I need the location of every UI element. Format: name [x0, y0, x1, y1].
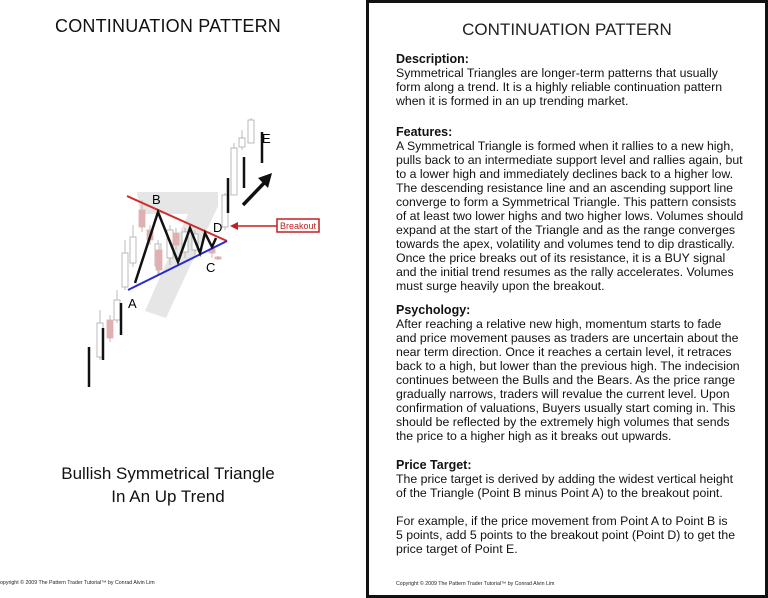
- price-target-heading: Price Target:: [396, 458, 472, 472]
- text-line: near term direction. Once it reaches a certain level, it retraces: [396, 345, 732, 359]
- text-line: of at least two lower highs and two higher lows. Volumes should: [396, 209, 744, 223]
- point-d-label: D: [213, 220, 223, 235]
- psychology-heading: Psychology:: [396, 303, 471, 317]
- text-line: price target of Point E.: [396, 542, 518, 556]
- text-line: Symmetrical Triangles are longer-term patterns that usually: [396, 66, 718, 80]
- candle-body: [114, 300, 120, 320]
- point-e-label: E: [262, 131, 271, 146]
- text-lines: [396, 139, 744, 293]
- candle-body: [130, 237, 136, 263]
- description-heading: Description:: [396, 52, 469, 66]
- text-line: continues between the Bulls and the Bears. As the price range: [396, 373, 736, 387]
- candle-body: [156, 250, 162, 270]
- text-line: converge to form a Symmetrical Triangle. This pattern consists: [396, 195, 737, 209]
- text-line: back to a high, but lower than the previous high. The indecision: [396, 359, 740, 373]
- triangle-pattern-diagram: [0, 0, 340, 400]
- features-section: [396, 125, 744, 293]
- text-line: Once the price breaks out of its resistance, it is a BUY signal: [396, 251, 726, 265]
- text-lines: [396, 66, 741, 108]
- text-line: The descending resistance line and an ascending support line: [396, 181, 734, 195]
- text-line: of the Triangle (Point B minus Point A) to the breakout point.: [396, 486, 723, 500]
- text-lines: [396, 514, 741, 556]
- left-footer: opyright © 2009 The Pattern Trader Tutorial™ by Conrad Alvin Lim: [0, 580, 155, 586]
- text-line: The price target is derived by adding the widest vertical height: [396, 472, 733, 486]
- caption-line-1: Bullish Symmetrical Triangle: [61, 464, 275, 483]
- text-line: and the initial trend resumes as the rally accelerates. Volumes: [396, 265, 734, 279]
- right-footer: Copyright © 2009 The Pattern Trader Tutorial™ by Conrad Alvin Lim: [396, 581, 555, 587]
- watermark-seven-shape: [137, 192, 218, 318]
- text-line: pulls back to an intermediate support level and rallies again, but: [396, 153, 743, 167]
- text-line: and price movement pauses as traders are uncertain about the: [396, 331, 739, 345]
- text-line: should be reflected by the extremely high volumes that sends: [396, 415, 730, 429]
- caption-line-2: In An Up Trend: [111, 487, 225, 506]
- text-lines: [396, 472, 741, 500]
- text-line: gradually narrows, traders will revalue the current level. Upon: [396, 387, 730, 401]
- text-line: After reaching a relative new high, momentum starts to fade: [396, 317, 722, 331]
- text-line: to a lower high and immediately declines back to a higher low.: [396, 167, 733, 181]
- right-page: [366, 0, 768, 598]
- candle-body: [239, 138, 245, 147]
- candle-body: [122, 253, 128, 287]
- left-page-title: CONTINUATION PATTERN: [55, 16, 281, 36]
- candle-body: [215, 257, 221, 259]
- price-target-section: [396, 458, 741, 556]
- point-b-label: B: [152, 192, 161, 207]
- text-line: 5 points, add 5 points to the breakout point (Point D) to get the: [396, 528, 736, 542]
- candle-body: [231, 148, 237, 195]
- point-c-label: C: [206, 260, 216, 275]
- text-line: form along a trend. It is a highly reliable continuation pattern: [396, 80, 723, 94]
- candle-body: [107, 320, 113, 338]
- text-line: the price to a higher high as it breaks out upwards.: [396, 429, 672, 443]
- text-line: must surge heavily upon the breakout.: [396, 279, 605, 293]
- psychology-section: [396, 303, 741, 443]
- up-arrow-icon: [243, 173, 272, 205]
- text-line: when it is formed in an up trending market.: [396, 94, 629, 108]
- text-line: For example, if the price movement from Point A to Point B is: [396, 514, 728, 528]
- right-page-title: CONTINUATION PATTERN: [462, 20, 672, 39]
- chart-caption: [0, 462, 336, 508]
- breakout-arrow-icon: [230, 222, 277, 230]
- features-heading: Features:: [396, 125, 453, 139]
- text-line: expand at the start of the Triangle and as the range converges: [396, 223, 736, 237]
- text-line: confirmation of valuations, Buyers usually start coming in. This: [396, 401, 736, 415]
- point-a-label: A: [128, 296, 137, 311]
- candle-body: [139, 210, 145, 227]
- text-line: towards the apex, volatility and volumes tend to dip drastically.: [396, 237, 735, 251]
- description-section: [396, 52, 741, 108]
- candle-body: [248, 120, 254, 143]
- text-lines: [396, 317, 741, 443]
- candle-body: [173, 233, 179, 245]
- breakout-label: Breakout: [279, 221, 317, 231]
- text-line: A Symmetrical Triangle is formed when it rallies to a new high,: [396, 139, 734, 153]
